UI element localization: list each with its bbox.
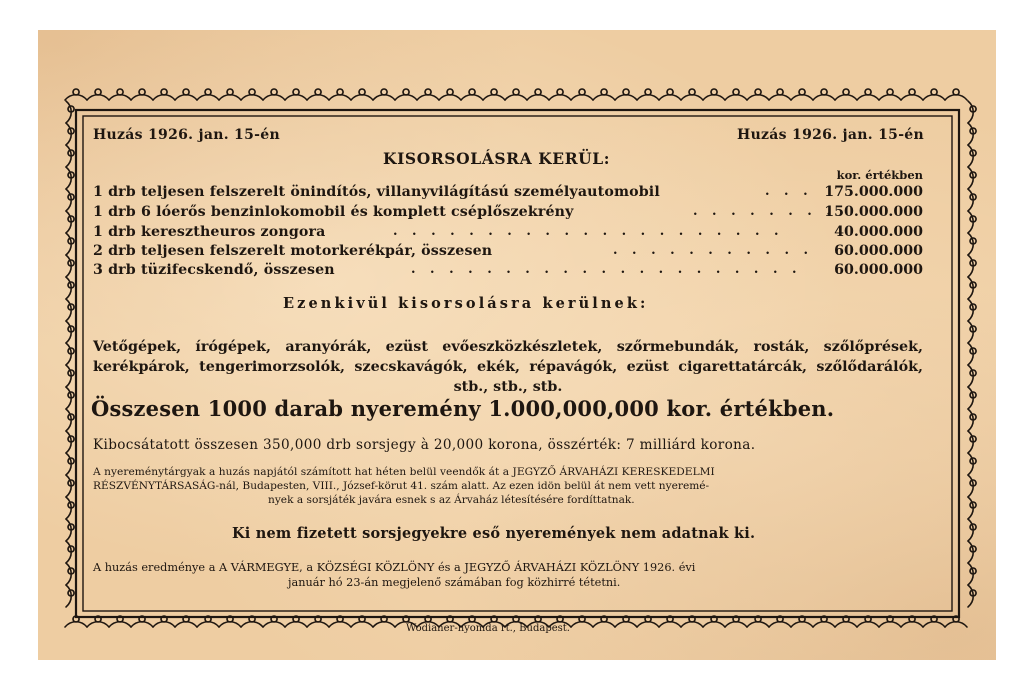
- border-scroll: [66, 211, 74, 233]
- border-scroll: [968, 563, 976, 585]
- prize-row: [93, 243, 923, 262]
- header-left-date: Huzás 1926. jan. 15-én: [93, 127, 280, 143]
- border-scroll: [66, 409, 74, 431]
- border-scroll: [769, 89, 791, 100]
- claim-notice-line: A nyereménytárgyak a huzás napjától számított hat héten belül veendők át a JEGYZŐ ÁRVAHÁZI KERESKEDELMI: [93, 466, 715, 478]
- border-scroll: [968, 255, 976, 277]
- border-scroll: [66, 101, 74, 123]
- border-scroll: [66, 475, 74, 497]
- border-scroll: [857, 89, 879, 100]
- prize-row: [93, 184, 923, 203]
- leader-dots: . . . . . . . . . . . . . . . . . . . . .: [411, 262, 802, 277]
- printer-imprint: Wodianer-nyomda rt., Budapest.: [406, 623, 570, 634]
- border-scroll: [66, 519, 74, 541]
- border-scroll: [66, 145, 74, 167]
- border-scroll: [241, 89, 263, 100]
- border-scroll: [66, 585, 74, 607]
- total-prizes-line: Összesen 1000 darab nyeremény 1.000,000,000 kor. értékben.: [91, 396, 835, 421]
- issued-tickets-line: Kibocsátatott összesen 350,000 drb sorsjegy à 20,000 korona, összérték: 7 milliárd korona.: [93, 437, 756, 453]
- border-scroll: [549, 89, 571, 100]
- border-scroll: [968, 453, 976, 475]
- border-scroll: [968, 167, 976, 189]
- border-scroll: [66, 365, 74, 387]
- prize-row: [93, 224, 923, 243]
- border-scroll: [725, 89, 747, 100]
- extra-prizes-heading: Ezenkivül kisorsolásra kerülnek:: [283, 295, 649, 312]
- border-scroll: [417, 89, 439, 100]
- border-scroll: [527, 89, 549, 100]
- prize-value: 40.000.000: [834, 224, 923, 240]
- claim-notice-line: RÉSZVÉNYTÁRSASÁG-nál, Budapesten, VIII., József-körut 41. szám alatt. Az ezen idön belül át nem vett nyeremé-: [93, 480, 710, 492]
- value-column-header: kor. értékben: [836, 168, 923, 182]
- border-scroll: [66, 541, 74, 563]
- border-scroll: [968, 519, 976, 541]
- border-scroll: [968, 233, 976, 255]
- border-scroll: [65, 89, 87, 100]
- prize-description: 1 drb teljesen felszerelt önindítós, villanyvilágítású személyautomobil: [93, 184, 660, 200]
- border-scroll: [968, 541, 976, 563]
- border-scroll: [351, 89, 373, 100]
- border-scroll: [968, 343, 976, 365]
- border-scroll: [66, 387, 74, 409]
- border-scroll: [571, 89, 593, 100]
- claim-notice-line: nyek a sorsjáték javára esnek s az Árvaház létesítésére fordíttatnak.: [268, 494, 635, 506]
- border-scroll: [285, 89, 307, 100]
- border-scroll: [66, 431, 74, 453]
- border-scroll: [659, 89, 681, 100]
- extra-prizes-list: Vetőgépek, írógépek, aranyórák, ezüst evőeszközkészletek, szőrmebundák, rosták, szőlőprések, kerékpárok, tengerimorzsolók, szecskavágók, ekék, répavágók, ezüst cigarettatárcák, szőlődarálók, stb., stb., stb.: [93, 339, 923, 396]
- border-scroll: [505, 89, 527, 100]
- border-scroll: [66, 255, 74, 277]
- border-scroll: [901, 89, 923, 100]
- prize-description: 1 drb 6 lóerős benzinlokomobil és komplett cséplőszekrény: [93, 204, 574, 220]
- prize-row: [93, 204, 923, 223]
- border-scroll: [219, 89, 241, 100]
- border-scroll: [968, 475, 976, 497]
- result-notice-line: A huzás eredménye a A VÁRMEGYE, a KÖZSÉGI KÖZLÖNY és a JEGYZŐ ÁRVAHÁZI KÖZLÖNY 1926. évi: [93, 561, 696, 574]
- prize-row: [93, 262, 923, 281]
- border-scroll: [131, 89, 153, 100]
- border-scroll: [66, 563, 74, 585]
- border-scroll: [263, 89, 285, 100]
- border-scroll: [66, 189, 74, 211]
- leader-dots: . . . . . . . .: [693, 204, 836, 219]
- prize-value: 150.000.000: [824, 204, 923, 220]
- border-scroll: [329, 89, 351, 100]
- prize-value: 175.000.000: [824, 184, 923, 200]
- border-scroll: [968, 145, 976, 167]
- unpaid-notice: Ki nem fizetett sorsjegyekre eső nyeremények nem adatnak ki.: [232, 525, 756, 542]
- border-scroll: [703, 89, 725, 100]
- border-scroll: [968, 277, 976, 299]
- border-scroll: [791, 89, 813, 100]
- border-scroll: [813, 89, 835, 100]
- border-scroll: [835, 89, 857, 100]
- border-scroll: [968, 189, 976, 211]
- border-scroll: [968, 211, 976, 233]
- border-scroll: [439, 89, 461, 100]
- border-scroll: [153, 89, 175, 100]
- border-scroll: [968, 387, 976, 409]
- lottery-ticket: [38, 30, 996, 660]
- border-scroll: [968, 321, 976, 343]
- border-scroll: [307, 89, 329, 100]
- leader-dots: . . . . . . . . . . .: [613, 243, 814, 258]
- header-right-date: Huzás 1926. jan. 15-én: [737, 127, 924, 143]
- result-notice-line: január hó 23-án megjelenő számában fog közhirré tétetni.: [288, 576, 621, 589]
- border-scroll: [615, 89, 637, 100]
- border-scroll: [923, 89, 945, 100]
- border-scroll: [879, 89, 901, 100]
- prize-value: 60.000.000: [834, 262, 923, 278]
- border-scroll: [593, 89, 615, 100]
- border-scroll: [66, 167, 74, 189]
- prize-description: 2 drb teljesen felszerelt motorkerékpár, összesen: [93, 243, 493, 259]
- prize-description: 1 drb keresztheuros zongora: [93, 224, 326, 240]
- border-scroll: [968, 101, 976, 123]
- border-scroll: [968, 299, 976, 321]
- result-notice: [93, 560, 923, 590]
- border-scroll: [109, 89, 131, 100]
- prizes-title: KISORSOLÁSRA KERÜL:: [383, 149, 611, 168]
- border-scroll: [66, 497, 74, 519]
- border-scroll: [66, 233, 74, 255]
- border-scroll: [681, 89, 703, 100]
- border-scroll: [637, 89, 659, 100]
- border-scroll: [66, 299, 74, 321]
- border-scroll: [968, 123, 976, 145]
- claim-notice: [93, 465, 923, 507]
- border-scroll: [373, 89, 395, 100]
- border-scroll: [483, 89, 505, 100]
- leader-dots: . . .: [765, 184, 813, 199]
- border-scroll: [66, 343, 74, 365]
- border-scroll: [968, 431, 976, 453]
- border-scroll: [968, 409, 976, 431]
- border-scroll: [968, 497, 976, 519]
- border-scroll: [87, 89, 109, 100]
- border-scroll: [66, 321, 74, 343]
- border-scroll: [175, 89, 197, 100]
- prize-value: 60.000.000: [834, 243, 923, 259]
- border-scroll: [968, 585, 976, 607]
- border-scroll: [968, 365, 976, 387]
- border-scroll: [66, 123, 74, 145]
- leader-dots: . . . . . . . . . . . . . . . . . . . . .: [393, 224, 784, 239]
- border-scroll: [66, 277, 74, 299]
- border-scroll: [747, 89, 769, 100]
- border-scroll: [461, 89, 483, 100]
- border-scroll: [66, 453, 74, 475]
- prize-description: 3 drb tüzifecskendő, összesen: [93, 262, 335, 278]
- border-scroll: [395, 89, 417, 100]
- border-scroll: [197, 89, 219, 100]
- border-scroll: [945, 89, 967, 100]
